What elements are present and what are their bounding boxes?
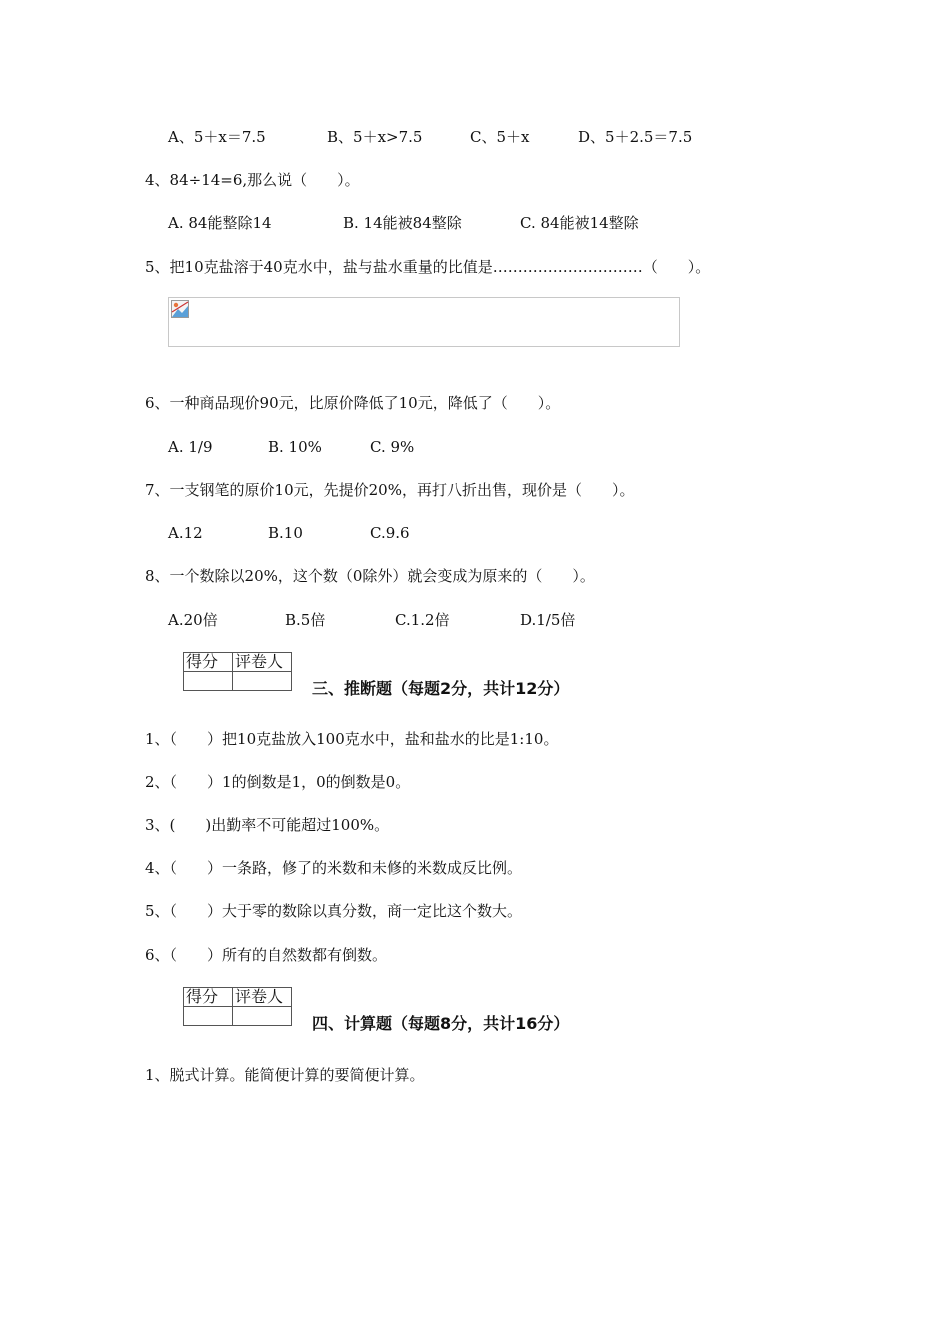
q8-option-c: C.1.2倍 <box>395 611 450 629</box>
q5-stem: 5、把10克盐溶于40克水中，盐与盐水重量的比值是…………………………（ ）。 <box>145 258 711 276</box>
score-label: 得分 <box>184 988 233 1007</box>
q4-option-a: A. 84能整除14 <box>168 214 272 232</box>
q6-option-a: A. 1/9 <box>168 438 213 456</box>
grader-label: 评卷人 <box>233 988 292 1007</box>
score-table <box>183 987 292 1026</box>
q8-option-d: D.1/5倍 <box>520 611 576 629</box>
section-3-title: 三、推断题（每题2分，共计12分） <box>312 679 570 698</box>
judge-item-4: 4、（ ）一条路，修了的米数和未修的米数成反比例。 <box>145 859 523 877</box>
q3-option-a: A、5＋x＝7.5 <box>168 128 266 146</box>
broken-image-placeholder <box>168 297 680 347</box>
judge-item-6: 6、（ ）所有的自然数都有倒数。 <box>145 946 388 964</box>
grader-cell <box>233 1007 292 1026</box>
q7-option-c: C.9.6 <box>370 524 410 542</box>
section-4-title: 四、计算题（每题8分，共计16分） <box>312 1014 570 1033</box>
q4-option-b: B. 14能被84整除 <box>343 214 462 232</box>
judge-item-1: 1、（ ）把10克盐放入100克水中，盐和盐水的比是1:10。 <box>145 730 559 748</box>
broken-image-icon <box>171 300 189 318</box>
score-table <box>183 652 292 691</box>
q8-option-b: B.5倍 <box>285 611 326 629</box>
q6-option-b: B. 10% <box>268 438 322 456</box>
judge-item-5: 5、（ ）大于零的数除以真分数，商一定比这个数大。 <box>145 902 523 920</box>
judge-item-3: 3、( )出勤率不可能超过100%。 <box>145 816 390 834</box>
q7-stem: 7、一支钢笔的原价10元，先提价20%，再打八折出售，现价是（ ）。 <box>145 481 635 499</box>
q7-option-b: B.10 <box>268 524 303 542</box>
q3-option-d: D、5＋2.5＝7.5 <box>578 128 693 146</box>
q4-option-c: C. 84能被14整除 <box>520 214 639 232</box>
judge-item-2: 2、（ ）1的倒数是1，0的倒数是0。 <box>145 773 411 791</box>
grader-label: 评卷人 <box>233 653 292 672</box>
q8-stem: 8、一个数除以20%，这个数（0除外）就会变成为原来的（ ）。 <box>145 567 595 585</box>
score-label: 得分 <box>184 653 233 672</box>
q6-stem: 6、一种商品现价90元，比原价降低了10元，降低了（ ）。 <box>145 394 561 412</box>
score-cell <box>184 1007 233 1026</box>
grader-cell <box>233 672 292 691</box>
score-cell <box>184 672 233 691</box>
q6-option-c: C. 9% <box>370 438 415 456</box>
q8-option-a: A.20倍 <box>168 611 218 629</box>
q3-option-b: B、5＋x>7.5 <box>327 128 423 146</box>
q4-stem: 4、84÷14=6,那么说（ ）。 <box>145 171 360 189</box>
q7-option-a: A.12 <box>168 524 203 542</box>
q3-option-c: C、5＋x <box>470 128 530 146</box>
calc-item-1: 1、脱式计算。能简便计算的要简便计算。 <box>145 1066 425 1084</box>
